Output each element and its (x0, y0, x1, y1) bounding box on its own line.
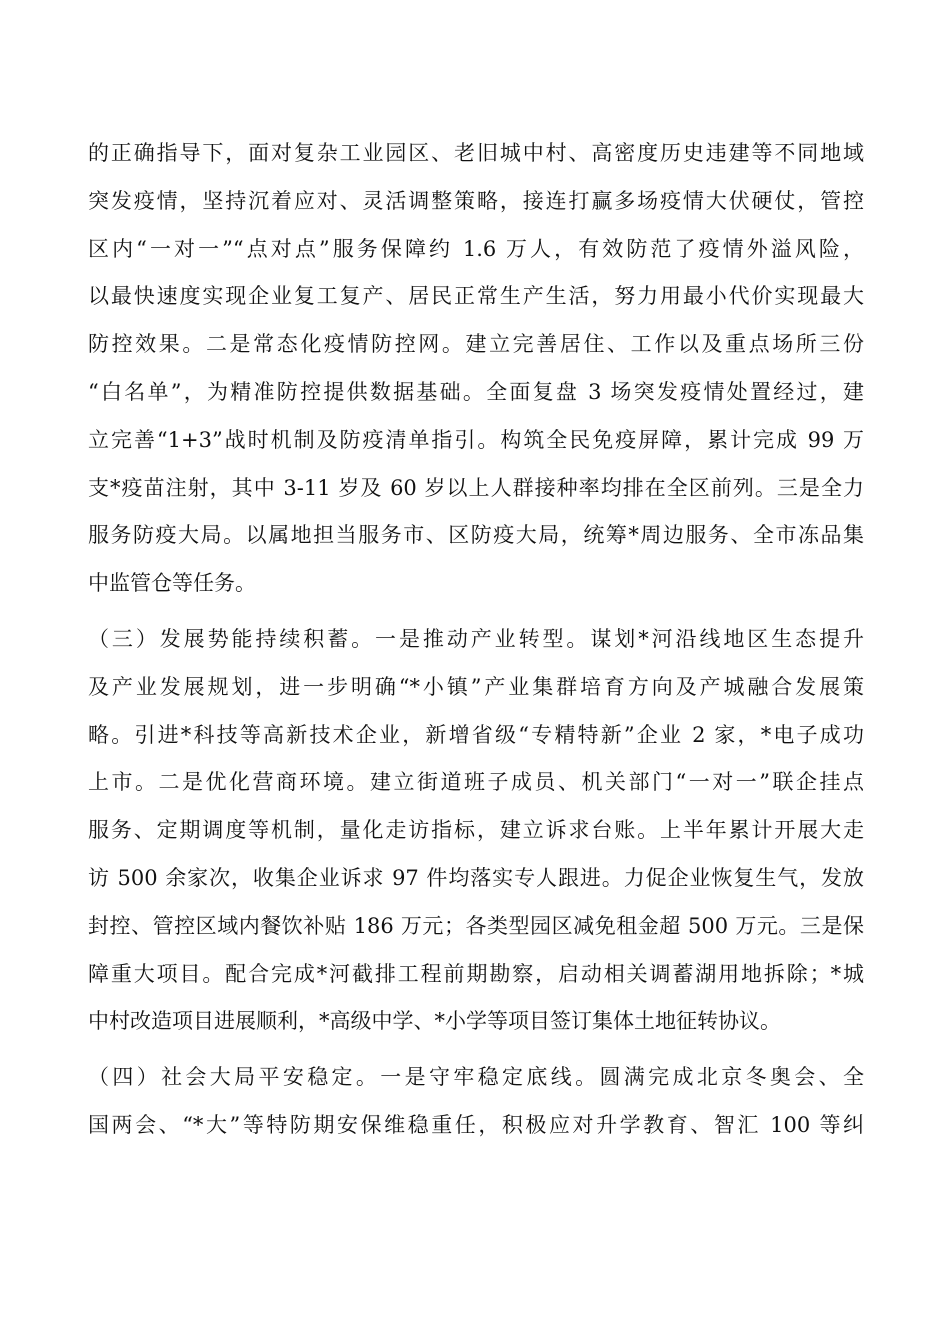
text-line: 服务防疫大局。以属地担当服务市、区防疫大局，统筹*周边服务、全市冻品集 (88, 523, 864, 548)
text-line: 防控效果。二是常态化疫情防控网。建立完善居住、工作以及重点场所三份 (88, 332, 864, 357)
text-line: 及产业发展规划，进一步明确“*小镇”产业集群培育方向及产城融合发展策 (88, 674, 864, 699)
paragraph-gap (88, 1046, 864, 1054)
paragraph-1 (88, 130, 864, 608)
text-line: 国两会、“*大”等特防期安保维稳重任，积极应对升学教育、智汇 100 等纠 (88, 1112, 864, 1137)
text-line: 服务、定期调度等机制，量化走访指标，建立诉求台账。上半年累计开展大走 (88, 818, 864, 843)
text-line: 中监管仓等任务。 (88, 571, 256, 596)
paragraph-3 (88, 1054, 864, 1150)
text-line: 突发疫情，坚持沉着应对、灵活调整策略，接连打赢多场疫情大伏硬仗，管控 (88, 188, 864, 213)
text-line: 障重大项目。配合完成*河截排工程前期勘察，启动相关调蓄湖用地拆除；*城 (88, 961, 864, 986)
text-line: 区内“一对一”“点对点”服务保障约 1.6 万人，有效防范了疫情外溢风险， (88, 236, 864, 261)
text-line: 支*疫苗注射，其中 3-11 岁及 60 岁以上人群接种率均排在全区前列。三是全力 (88, 475, 864, 500)
text-line: 立完善“1+3”战时机制及防疫清单指引。构筑全民免疫屏障，累计完成 99 万 (88, 427, 864, 452)
text-line: 略。引进*科技等高新技术企业，新增省级“专精特新”企业 2 家，*电子成功 (88, 722, 864, 747)
paragraph-2 (88, 616, 864, 1046)
paragraph-gap (88, 608, 864, 616)
text-line: 上市。二是优化营商环境。建立街道班子成员、机关部门“一对一”联企挂点 (88, 770, 864, 795)
text-line: 封控、管控区域内餐饮补贴 186 万元；各类型园区减免租金超 500 万元。三是保 (88, 913, 864, 938)
text-line: “白名单”，为精准防控提供数据基础。全面复盘 3 场突发疫情处置经过，建 (88, 379, 864, 404)
document-body (88, 130, 864, 1150)
text-line: 以最快速度实现企业复工复产、居民正常生产生活，努力用最小代价实现最大 (88, 284, 864, 309)
section-heading-line: （三）发展势能持续积蓄。一是推动产业转型。谋划*河沿线地区生态提升 (88, 626, 864, 651)
section-heading-line: （四）社会大局平安稳定。一是守牢稳定底线。圆满完成北京冬奥会、全 (88, 1065, 864, 1090)
text-line: 中村改造项目进展顺利，*高级中学、*小学等项目签订集体土地征转协议。 (88, 1009, 781, 1034)
text-line: 的正确指导下，面对复杂工业园区、老旧城中村、高密度历史违建等不同地域 (88, 141, 864, 165)
text-line: 访 500 余家次，收集企业诉求 97 件均落实专人跟进。力促企业恢复生气，发放 (88, 865, 864, 890)
